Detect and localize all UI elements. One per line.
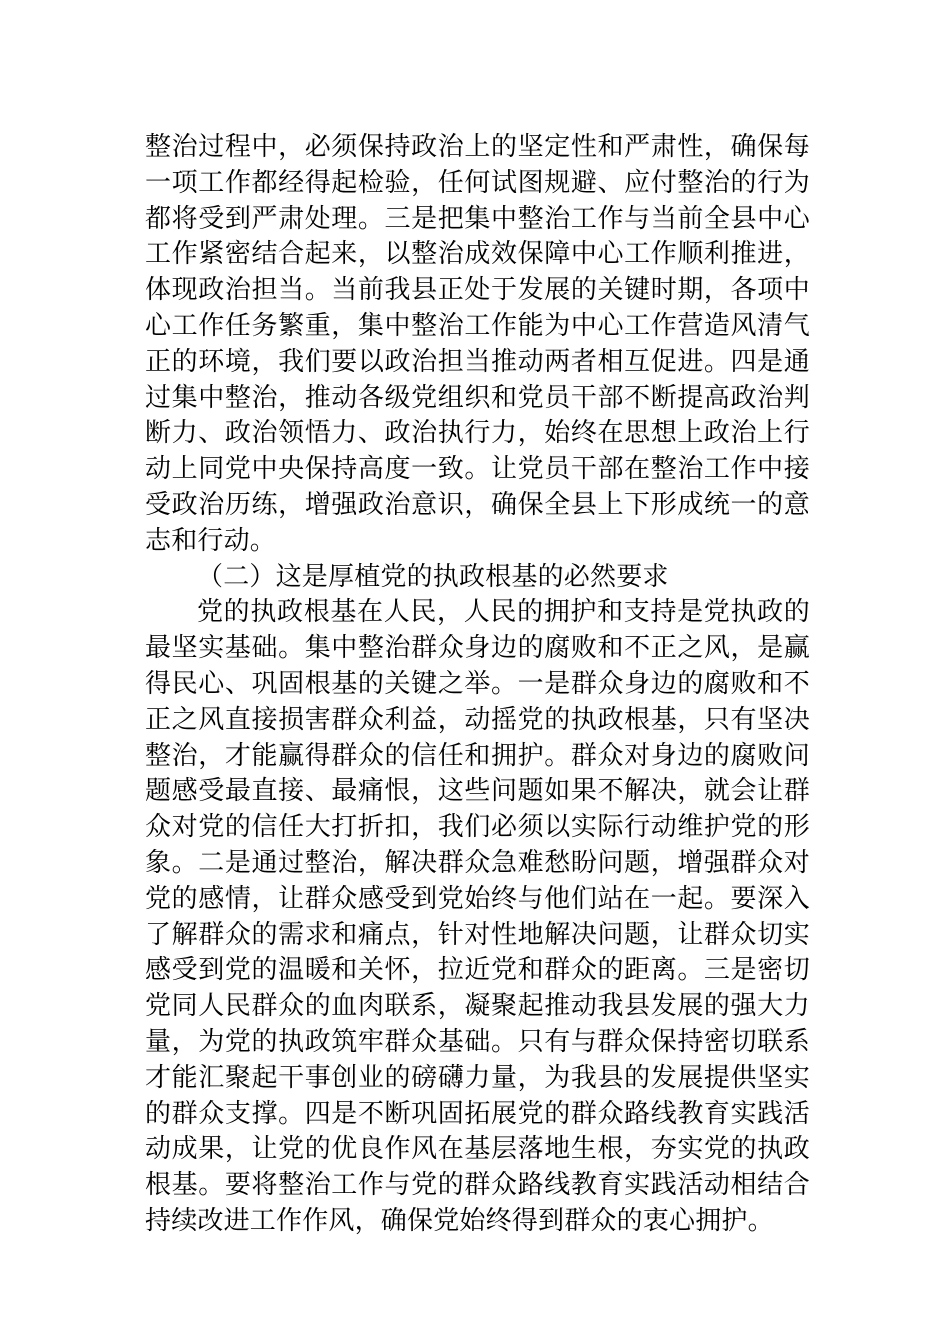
section-heading: （二）这是厚植党的执政根基的必然要求 (197, 561, 669, 592)
paragraph-continuation: 整治过程中，必须保持政治上的坚定性和严肃性，确保每一项工作都经得起检验，任何试图规避、应付整治的行为都将受到严肃处理。三是把集中整治工作与当前全县中心工作紧密结合起来，以整治成效保障中心工作顺利推进，体现政治担当。当前我县正处于发展的关键时期，各项中心工作任务繁重，集中整治工作能为中心工作营造风清气正的环境，我们要以政治担当推动两者相互促进。四是通过集中整治，推动各级党组织和党员干部不断提高政治判断力、政治领悟力、政治执行力，始终在思想上政治上行动上同党中央保持高度一致。让党员干部在整治工作中接受政治历练，增强政治意识，确保全县上下形成统一的意志和行动。 (145, 132, 810, 556)
paragraph-body: 党的执政根基在人民，人民的拥护和支持是党执政的最坚实基础。集中整治群众身边的腐败和不正之风，是赢得民心、巩固根基的关键之举。一是群众身边的腐败和不正之风直接损害群众利益，动摇党的执政根基，只有坚决整治，才能赢得群众的信任和拥护。群众对身边的腐败问题感受最直接、最痛恨，这些问题如果不解决，就会让群众对党的信任大打折扣，我们必须以实际行动维护党的形象。二是通过整治，解决群众急难愁盼问题，增强群众对党的感情，让群众感受到党始终与他们站在一起。要深入了解群众的需求和痛点，针对性地解决问题，让群众切实感受到党的温暖和关怀，拉近党和群众的距离。三是密切党同人民群众的血肉联系，凝聚起推动我县发展的强大力量，为党的执政筑牢群众基础。只有与群众保持密切联系才能汇聚起干事创业的磅礴力量，为我县的发展提供坚实的群众支撑。四是不断巩固拓展党的群众路线教育实践活动成果，让党的优良作风在基层落地生根，夯实党的执政根基。要将整治工作与党的群众路线教育实践活动相结合持续改进工作作风，确保党始终得到群众的衷心拥护。 (145, 597, 810, 1236)
document-body (145, 130, 810, 1240)
